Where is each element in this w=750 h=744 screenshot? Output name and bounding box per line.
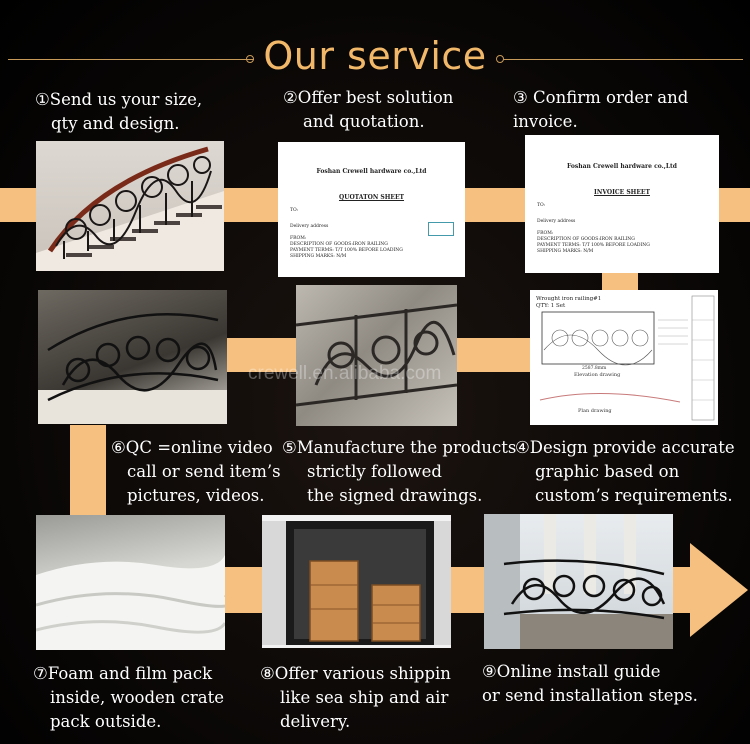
quotation-line: TO: bbox=[290, 208, 299, 213]
drawing-elevation-label: Elevation drawing bbox=[574, 372, 621, 378]
manufacture-illustration bbox=[296, 285, 457, 426]
invoice-sheet-image bbox=[525, 135, 719, 273]
photo-manufacture bbox=[296, 285, 457, 426]
drawing-sketch bbox=[530, 290, 718, 425]
container-illustration bbox=[262, 515, 451, 648]
balcony-illustration bbox=[484, 514, 673, 649]
invoice-line: DESCRIPTION OF GOODS:IRON RAILING bbox=[537, 237, 635, 242]
quotation-line: PAYMENT TERMS: T/T 100% BEFORE LOADING bbox=[290, 248, 403, 253]
photo-qc-railing bbox=[38, 290, 227, 424]
invoice-line: Delivery address bbox=[537, 219, 576, 224]
flow-band-down-left bbox=[70, 425, 106, 515]
photo-installed-balcony bbox=[484, 514, 673, 649]
step-5-text: ⑤Manufacture the products strictly followed the signed drawings. bbox=[282, 438, 517, 505]
invoice-line: SHIPPING MARKS: N/M bbox=[537, 249, 594, 254]
watermark: crewell.en.alibaba.com bbox=[248, 363, 442, 384]
flow-arrow-head bbox=[690, 543, 748, 637]
step-6-text: ⑥QC =online video call or send item’s pictures, videos. bbox=[111, 438, 281, 505]
quotation-sheet-image bbox=[278, 142, 465, 277]
title-rule-right bbox=[503, 59, 743, 60]
quotation-line: FROM: bbox=[290, 236, 307, 241]
qc-railing-illustration bbox=[38, 290, 227, 424]
step-7-text: ⑦Foam and film pack inside, wooden crate pack outside. bbox=[33, 664, 225, 731]
page-title: Our service bbox=[263, 34, 487, 78]
quotation-selected-cell bbox=[428, 222, 454, 236]
step-1-text: ①Send us your size, qty and design. bbox=[35, 90, 203, 133]
invoice-company: Foshan Crewell hardware co.,Ltd bbox=[566, 163, 678, 170]
invoice-heading: INVOICE SHEET bbox=[594, 189, 650, 196]
step-9-text: ⑨Online install guide or send installation steps. bbox=[482, 662, 698, 705]
drawing-plan-label: Plan drawing bbox=[578, 408, 612, 414]
drawing-dimension: 2587.8mm bbox=[582, 366, 607, 371]
invoice-line: FROM: bbox=[537, 231, 554, 236]
invoice-line: TO: bbox=[537, 203, 546, 208]
quotation-company: Foshan Crewell hardware co.,Ltd bbox=[316, 168, 427, 175]
quotation-line: Delivery address bbox=[290, 224, 329, 229]
step-2-text: ②Offer best solution and quotation. bbox=[283, 88, 454, 131]
quotation-heading: QUOTATON SHEET bbox=[338, 194, 405, 201]
quotation-line: SHIPPING MARKS: N/M bbox=[290, 254, 347, 259]
photo-foam-packing bbox=[36, 515, 225, 650]
staircase-railing-illustration bbox=[36, 141, 224, 271]
design-drawing-image bbox=[530, 290, 718, 425]
foam-packing-illustration bbox=[36, 515, 225, 650]
step-3-text: ③ Confirm order and invoice. bbox=[513, 88, 689, 131]
quotation-line: DESCRIPTION OF GOODS:IRON RAILING bbox=[290, 242, 388, 247]
invoice-line: PAYMENT TERMS: T/T 100% BEFORE LOADING bbox=[537, 243, 650, 248]
photo-container-shipping bbox=[262, 515, 451, 648]
step-4-text: ④Design provide accurate graphic based on custom’s requirements. bbox=[515, 438, 735, 505]
step-8-text: ⑧Offer various shippin like sea ship and air delivery. bbox=[260, 664, 451, 731]
photo-staircase-railing bbox=[36, 141, 224, 271]
drawing-title: Wrought iron railing#1 QTY: 1 Set bbox=[536, 296, 602, 309]
